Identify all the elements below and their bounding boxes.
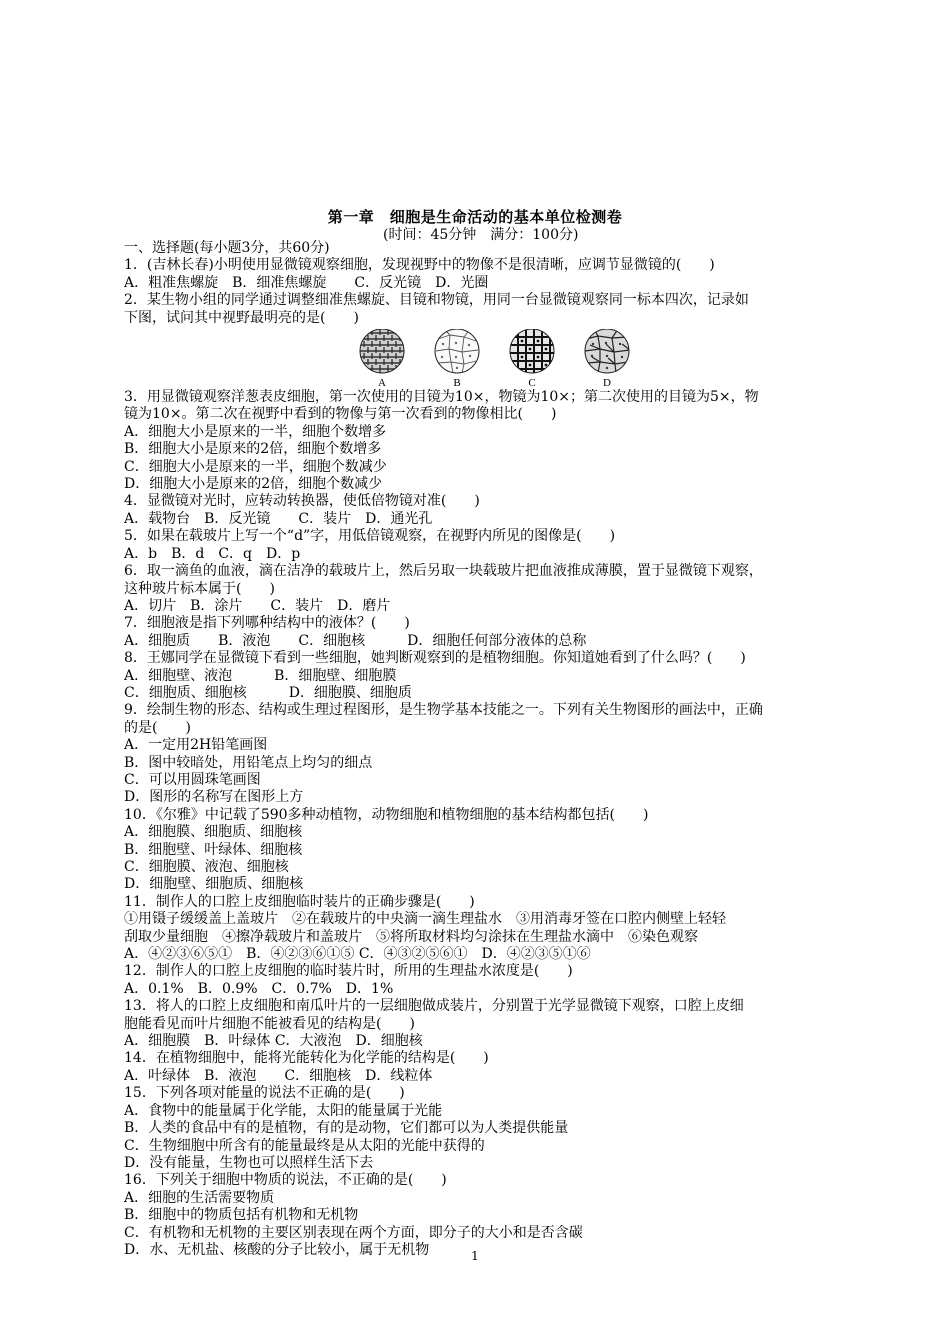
text-line: 14．在植物细胞中，能将光能转化为化学能的结构是( ) bbox=[124, 1050, 489, 1067]
view-d-cells bbox=[582, 329, 632, 377]
text-line: A．④②③⑥⑤① B．④②③⑥①⑤ C．④③②⑤⑥① D．④②③⑤①⑥ bbox=[124, 946, 591, 963]
text-line: 3．用显微镜观察洋葱表皮细胞，第一次使用的目镜为10×，物镜为10×；第二次使用的目镜为5×，物 bbox=[124, 389, 759, 406]
figure-label-c: C bbox=[528, 377, 536, 390]
text-line: 11．制作人的口腔上皮细胞临时装片的正确步骤是( ) bbox=[124, 893, 475, 910]
text-line: 镜为10×。第二次在视野中看到的物像与第一次看到的物像相比( ) bbox=[124, 406, 557, 423]
text-line: C．细胞大小是原来的一半，细胞个数减少 bbox=[124, 458, 387, 475]
text-line: D．图形的名称写在图形上方 bbox=[124, 789, 304, 806]
text-line: D．细胞大小是原来的2倍，细胞个数减少 bbox=[124, 476, 383, 493]
text-line: C．细胞质、细胞核 D．细胞膜、细胞质 bbox=[124, 684, 412, 701]
figure-label-d: D bbox=[603, 377, 611, 390]
text-line: 13．将人的口腔上皮细胞和南瓜叶片的一层细胞做成装片，分别置于光学显微镜下观察，口腔上皮细 bbox=[124, 998, 744, 1015]
text-line: 刮取少量细胞 ④擦净载玻片和盖玻片 ⑤将所取材料均匀涂抹在生理盐水滴中 ⑥染色观察 bbox=[124, 928, 698, 945]
exam-info: (时间：45分钟 满分：100分) bbox=[383, 227, 579, 243]
text-line: A．细胞质 B．液泡 C．细胞核 D．细胞任何部分液体的总称 bbox=[124, 632, 587, 649]
view-b-cells bbox=[432, 329, 482, 377]
view-c-cells bbox=[507, 329, 557, 377]
text-line: B．人类的食品中有的是植物，有的是动物，它们都可以为人类提供能量 bbox=[124, 1120, 569, 1137]
text-line: A．细胞壁、液泡 B．细胞壁、细胞膜 bbox=[124, 667, 397, 684]
microscope-views-image bbox=[354, 329, 639, 389]
text-line: 6．取一滴鱼的血液，滴在洁净的载玻片上，然后另取一块载玻片把血液推成薄膜，置于显微镜下观察， bbox=[124, 563, 763, 580]
text-line: A．一定用2H铅笔画图 bbox=[124, 737, 268, 754]
text-line: 2．某生物小组的同学通过调整细准焦螺旋、目镜和物镜，用同一台显微镜观察同一标本四次，记录如 bbox=[124, 292, 749, 309]
text-line: B．细胞中的物质包括有机物和无机物 bbox=[124, 1207, 359, 1224]
text-line: 4．显微镜对光时，应转动转换器，使低倍物镜对准( ) bbox=[124, 493, 480, 510]
text-line: B．细胞大小是原来的2倍，细胞个数增多 bbox=[124, 441, 382, 458]
text-line: C．可以用圆珠笔画图 bbox=[124, 771, 261, 788]
text-line: 5．如果在载玻片上写一个“d”字，用低倍镜观察，在视野内所见的图像是( ) bbox=[124, 528, 616, 545]
text-line: D．水、无机盐、核酸的分子比较小，属于无机物 bbox=[124, 1241, 430, 1258]
text-line: A．b B．d C．q D．p bbox=[124, 545, 301, 562]
text-line: 12．制作人的口腔上皮细胞的临时装片时，所用的生理盐水浓度是( ) bbox=[124, 963, 573, 980]
figure-label-a: A bbox=[378, 377, 386, 390]
question-block-1 bbox=[124, 240, 864, 327]
text-line: 1．(吉林长春)小明使用显微镜观察细胞，发现视野中的物像不是很清晰，应调节显微镜的( ) bbox=[124, 257, 715, 274]
text-line: A．叶绿体 B．液泡 C．细胞核 D．线粒体 bbox=[124, 1067, 433, 1084]
text-line: 15．下列各项对能量的说法不正确的是( ) bbox=[124, 1085, 405, 1102]
page-number: 1 bbox=[471, 1249, 479, 1263]
text-line: ①用镊子缓缓盖上盖玻片 ②在载玻片的中央滴一滴生理盐水 ③用消毒牙签在口腔内侧壁上轻轻 bbox=[124, 911, 726, 928]
text-line: 7．细胞液是指下列哪种结构中的液体？( ) bbox=[124, 615, 410, 632]
text-line: 一、选择题(每小题3分，共60分) bbox=[124, 240, 330, 256]
text-line: D．没有能量，生物也可以照样生活下去 bbox=[124, 1154, 374, 1171]
microscope-views-figure bbox=[124, 327, 864, 389]
text-line: 8．王娜同学在显微镜下看到一些细胞，她判断观察到的是植物细胞。你知道她看到了什么吗？( ) bbox=[124, 650, 746, 667]
view-a-cells bbox=[354, 329, 414, 377]
text-line: A．细胞大小是原来的一半，细胞个数增多 bbox=[124, 423, 387, 440]
page-title: 第一章 细胞是生命活动的基本单位检测卷 bbox=[327, 208, 623, 226]
question-body bbox=[124, 240, 864, 1259]
text-line: C．生物细胞中所含有的能量最终是从太阳的光能中获得的 bbox=[124, 1137, 485, 1154]
text-line: 胞能看见而叶片细胞不能被看见的结构是( ) bbox=[124, 1015, 415, 1032]
text-line: A．载物台 B．反光镜 C．装片 D．通光孔 bbox=[124, 510, 433, 527]
text-line: 下图，试问其中视野最明亮的是( ) bbox=[124, 309, 359, 326]
text-line: 10．《尔雅》中记载了590多种动植物，动物细胞和植物细胞的基本结构都包括( ) bbox=[124, 806, 649, 823]
text-line: A．细胞的生活需要物质 bbox=[124, 1189, 275, 1206]
text-line: C．细胞膜、液泡、细胞核 bbox=[124, 859, 289, 875]
text-line: 这种玻片标本属于( ) bbox=[124, 580, 275, 597]
text-line: A．切片 B．涂片 C．装片 D．磨片 bbox=[124, 597, 391, 614]
text-line: A．食物中的能量属于化学能，太阳的能量属于光能 bbox=[124, 1102, 443, 1119]
text-line: A．细胞膜、细胞质、细胞核 bbox=[124, 824, 303, 841]
text-line: 的是( ) bbox=[124, 719, 191, 736]
text-line: 16．下列关于细胞中物质的说法，不正确的是( ) bbox=[124, 1172, 447, 1189]
text-line: A．0.1% B．0.9% C．0.7% D．1% bbox=[124, 980, 394, 997]
text-line: B．细胞壁、叶绿体、细胞核 bbox=[124, 841, 303, 858]
text-line: D．细胞壁、细胞质、细胞核 bbox=[124, 876, 304, 893]
question-block-2 bbox=[124, 389, 864, 1259]
text-line: B．图中较暗处，用铅笔点上均匀的细点 bbox=[124, 754, 373, 771]
text-line: A．细胞膜 B．叶绿体 C．大液泡 D．细胞核 bbox=[124, 1033, 423, 1050]
text-line: A．粗准焦螺旋 B．细准焦螺旋 C．反光镜 D．光圈 bbox=[124, 274, 489, 291]
text-line: 9．绘制生物的形态、结构或生理过程图形，是生物学基本技能之一。下列有关生物图形的画法中，正确 bbox=[124, 702, 763, 719]
text-line: C．有机物和无机物的主要区别表现在两个方面，即分子的大小和是否含碳 bbox=[124, 1224, 583, 1241]
figure-label-b: B bbox=[453, 377, 461, 390]
